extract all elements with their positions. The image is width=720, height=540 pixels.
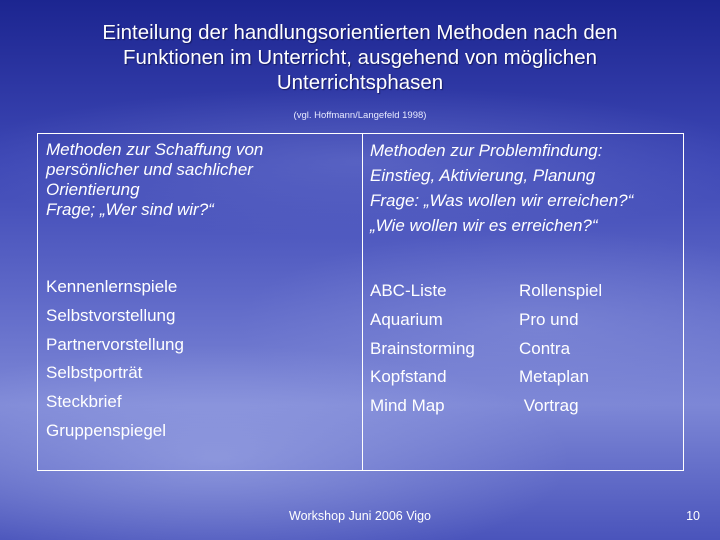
list-item: Contra [519, 338, 571, 358]
list-item: Pro und [519, 309, 579, 329]
list-item: Selbstvorstellung [46, 305, 176, 325]
list-item: Kennenlernspiele [46, 277, 178, 296]
list-item: Selbstporträt [46, 363, 143, 383]
list-item: Aquarium [370, 309, 443, 329]
header-question: „Wie wollen wir es erreichen?“ [370, 216, 598, 235]
list-item: Steckbrief [46, 392, 122, 412]
list-item: Brainstorming [370, 338, 475, 358]
right-column-header [370, 138, 680, 238]
citation: (vgl. Hoffmann/Langefeld 1998) [293, 110, 427, 121]
right-methods-list-2 [519, 277, 659, 421]
right-methods-list-1 [370, 277, 510, 421]
header-line: Methoden zur Problemfindung: [370, 141, 603, 160]
list-item: Gruppenspiegel [46, 420, 167, 440]
header-line: Einstieg, Aktivierung, Planung [370, 166, 596, 185]
header-question: Frage; „Wer sind wir?“ [46, 200, 214, 219]
slide-title [20, 20, 700, 95]
title-line: Unterrichtsphasen [276, 71, 444, 94]
left-column-header [46, 140, 351, 220]
header-question: Frage: „Was wollen wir erreichen?“ [370, 191, 634, 210]
list-item: ABC-Liste [370, 281, 447, 300]
title-line: Funktionen im Unterricht, ausgehend von möglichen [122, 46, 598, 69]
header-line: Methoden zur Schaffung von [46, 140, 264, 159]
list-item: Rollenspiel [519, 281, 603, 300]
list-item: Partnervorstellung [46, 334, 184, 354]
header-line: persönlicher und sachlicher [46, 160, 253, 179]
column-divider [362, 134, 363, 470]
methods-table [37, 133, 684, 471]
slide-footer: Workshop Juni 2006 Vigo [289, 509, 431, 523]
header-line: Orientierung [46, 180, 140, 199]
list-item: Mind Map [370, 396, 445, 416]
title-line: Einteilung der handlungsorientierten Methoden nach den [102, 21, 618, 44]
list-item: Vortrag [519, 396, 579, 416]
left-methods-list [46, 273, 346, 446]
list-item: Metaplan [519, 367, 589, 387]
list-item: Kopfstand [370, 367, 447, 387]
page-number: 10 [686, 509, 700, 523]
